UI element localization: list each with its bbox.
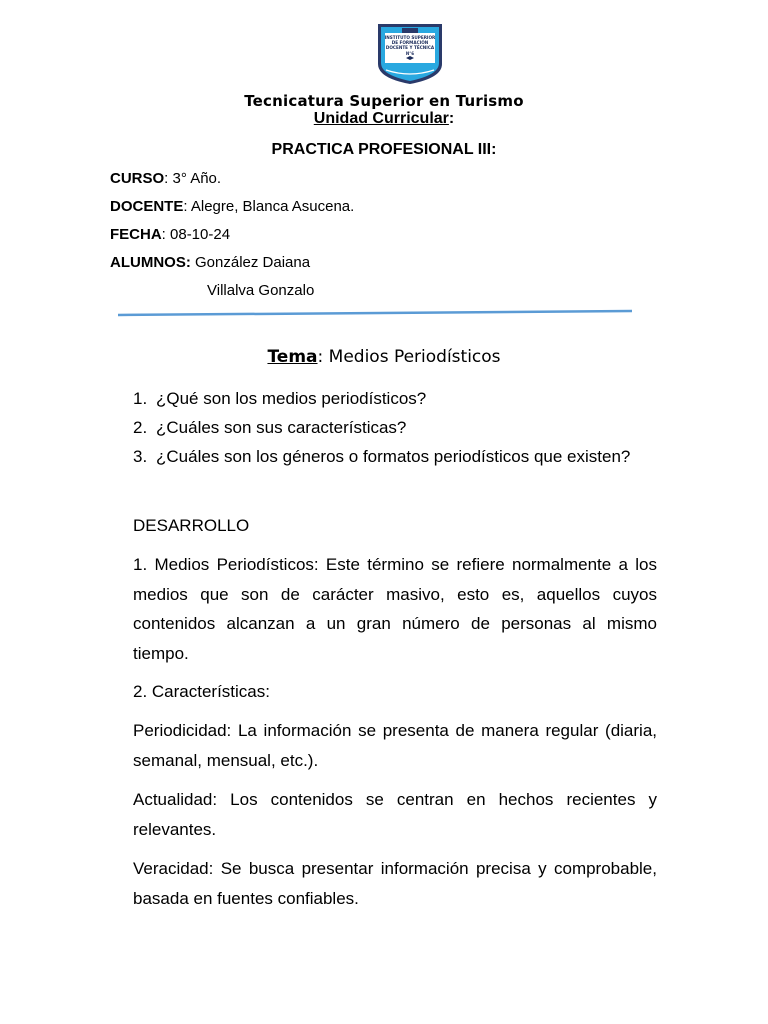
- logo-text-4: N°6: [405, 51, 415, 56]
- paragraph-veracidad: Veracidad: Se busca presentar información precisa y comprobable, basada en fuentes confiables.: [133, 859, 657, 908]
- subject-title: PRACTICA PROFESIONAL III:: [271, 141, 497, 158]
- unit-label: Unidad Curricular: [313, 110, 449, 127]
- divider-line: [118, 308, 632, 320]
- question-3: [133, 442, 657, 472]
- tema-value: : Medios Periodísticos: [317, 347, 501, 367]
- tema-line: [0, 347, 768, 367]
- institution-title: Tecnicatura Superior en Turismo: [244, 92, 524, 110]
- desarrollo-heading: DESARROLLO: [133, 516, 250, 535]
- logo-text-3: DOCENTE Y TÉCNICA: [385, 45, 435, 50]
- question-1: [133, 384, 657, 414]
- curso-label: CURSO: [110, 170, 165, 187]
- question-text: ¿Cuáles son los géneros o formatos periodísticos que existen?: [156, 447, 631, 466]
- fecha-value: : 08-10-24: [161, 226, 231, 243]
- alumnos-label: ALUMNOS:: [110, 254, 191, 271]
- unit-line: [0, 110, 768, 128]
- fecha-line: [110, 226, 230, 243]
- docente-label: DOCENTE: [110, 198, 184, 215]
- question-2: [133, 413, 657, 443]
- logo-text-2: DE FORMACIÓN: [391, 40, 429, 45]
- question-number: 3.: [133, 447, 148, 466]
- unit-suffix: :: [448, 110, 455, 127]
- docente-line: [110, 198, 354, 215]
- docente-value: : Alegre, Blanca Asucena.: [183, 198, 355, 215]
- paragraph-actualidad: Actualidad: Los contenidos se centran en hechos recientes y relevantes.: [133, 790, 657, 839]
- student-2: Villalva Gonzalo: [207, 282, 315, 299]
- tema-label: Tema: [267, 347, 318, 367]
- question-number: 2.: [133, 418, 148, 437]
- alumnos-line: [110, 254, 310, 271]
- paragraph-medios: 1. Medios Periodísticos: Este término se refiere normalmente a los medios que son de carácter masivo, esto es, aquellos cuyos contenidos alcanzan a un gran número de personas al mismo tiempo.: [133, 555, 657, 663]
- institution-logo: [372, 20, 448, 86]
- question-text: ¿Cuáles son sus características?: [156, 418, 407, 437]
- question-text: ¿Qué son los medios periodísticos?: [156, 389, 427, 408]
- fecha-label: FECHA: [110, 226, 162, 243]
- question-number: 1.: [133, 389, 148, 408]
- curso-line: [110, 170, 221, 187]
- paragraph-periodicidad: Periodicidad: La información se presenta de manera regular (diaria, semanal, mensual, etc.).: [133, 721, 657, 770]
- logo-text-1: INSTITUTO SUPERIOR: [384, 35, 436, 40]
- curso-value: : 3° Año.: [164, 170, 222, 187]
- paragraph-caracteristicas: 2. Características:: [133, 682, 270, 701]
- alumnos-value: González Daiana: [190, 254, 311, 271]
